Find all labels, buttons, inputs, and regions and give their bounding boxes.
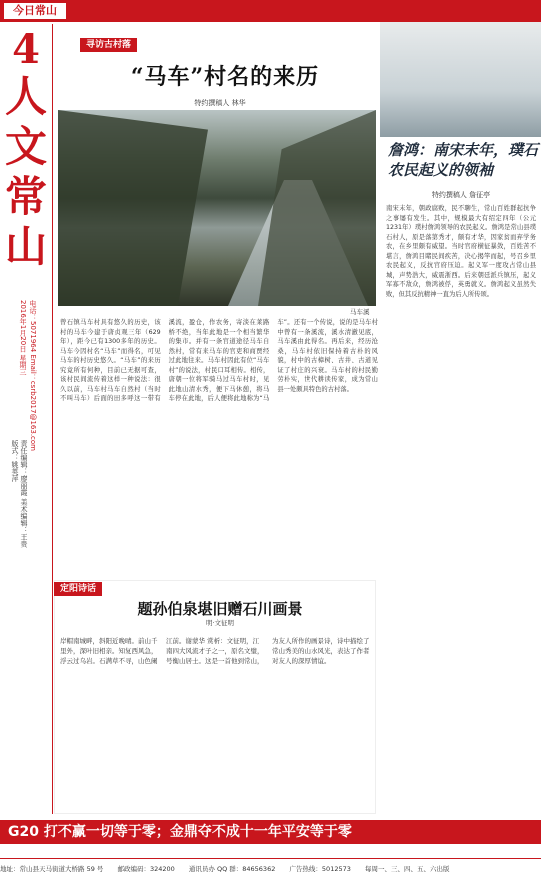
- masthead-bar: [0, 0, 541, 22]
- photo-trees-left: [58, 110, 208, 306]
- footer-days: 每周一、三、四、五、六出版: [364, 865, 450, 873]
- feature-byline: 特约撰稿人 林华: [194, 99, 246, 107]
- feature-section-tag: 寻访古村落: [80, 38, 137, 52]
- column-divider: [52, 24, 53, 814]
- poem-headline: 题孙伯泉堪旧赠石川画景: [137, 600, 303, 618]
- footer-address: 地址：常山县天马街道大桥路 59 号: [0, 865, 104, 873]
- footer-ad: 广告热线：5012573: [289, 865, 351, 873]
- poem-byline: 明·文征明: [205, 619, 235, 627]
- poem-body: 岸帽南城畔，斜阳近晚晴。前山千里外，深叶旧相亲。知复西风急，浮云过乌岩。石满草不寻，山色阑江前。谢蒙华 赏析：文征明，江南四大风流才子之一，原名文璧，号衡山居士。这是一首他到常山，为友人所作的画景诗，诗中描绘了常山秀美的山水风光，表达了作者对友人的深厚情谊。: [60, 637, 370, 665]
- photo-trees-right: [258, 110, 376, 306]
- side-article-headline: 詹鸿：南宋末年，璞石农民起义的领袖: [388, 141, 539, 179]
- side-article-byline: 特约撰稿人 詹征亭: [431, 191, 491, 199]
- newspaper-logo: 今日常山: [4, 3, 66, 19]
- feature-headline: “马车”村名的来历: [130, 64, 320, 90]
- page-number: 4: [12, 26, 40, 73]
- contact-info: 电话：5071964 Email：csrb2017@163.com: [29, 300, 37, 451]
- footer-postcode: 邮政编码：324200: [117, 865, 175, 873]
- feature-photo: [58, 110, 376, 306]
- side-article-photo: [380, 22, 541, 137]
- poem-section-tag: 定阳诗话: [54, 582, 102, 596]
- footer-phone: 通讯员办 QQ 群：84656362: [188, 865, 276, 873]
- editor-credits: 责任编辑：廖丽霞 美术编辑：王贵 版式：姚英萍: [11, 440, 28, 548]
- feature-body: 曾石镇马车村具有悠久的历史，该村的马车今建于唐贞观三年（629年），距今已有1300多年的历史。马车今因村名“马车”而得名，可见马车的村历史悠久。“马车”的来历究竟所有何种，目前已无据可查，该村民间流传着这样一种说法：很久以前，马车村马车自然村（当时不叫马车）后面的田多呼这一带有溪流，盈仓，作农务，寄淡在莱路桥不绝，当年此地是一个相当繁华的集市。并有一条官道途径马车自然村，常有来马车的官吏和商贾经过此地往来。马车村因此有位“马车村”的说法，村民口耳相传。相传，唐朝一位将军骑马过马车村时，见此地山清水秀，便下马休憩，将马车停在此地，后人便将此地称为“马车”。还有一个传说，说的是马车村中曾有一条溪流，溪水清澈见底，马车溪由此得名。再后来，经历沧桑，马车村依旧保持着古朴的风貌，村中的古樟树、古井、古道见证了村庄的兴衰。马车村的村民勤劳朴实，世代耕读传家，成为常山县一处颇具特色的古村落。: [60, 319, 378, 402]
- slogan-text: G20 打不赢一切等于零；金鼎夺不成十一年平安等于零: [8, 824, 352, 840]
- section-title: [2, 72, 50, 272]
- section-title-text: 人文常山: [4, 72, 47, 271]
- page-footer: [0, 858, 541, 879]
- issue-date: 2016年1月20日 星期三: [19, 300, 27, 376]
- side-article-body: 南宋末年，朝政腐败，民不聊生，常山百姓群起抗争之事屡有发生。其中，规模最大有绍定四年（公元1231年）璞村詹鸿领导的农民起义。詹鸿是常山县璞石村人，原是落第秀才，颇有才华，因家贫而弃学务农，在乡里颇有威望。当时官府横征暴敛，百姓苦不堪言，詹鸿目睹民间疾苦，决心揭竿而起，号召乡里农民起义，反抗官府压迫。起义军一度攻占常山县城，声势浩大，威震浙西。后来朝廷派兵镇压，起义军寡不敌众，詹鸿被俘，英勇就义。詹鸿起义虽然失败，但其反抗精神一直为后人所传颂。: [386, 205, 536, 298]
- photo-caption: 马车溪: [350, 308, 370, 316]
